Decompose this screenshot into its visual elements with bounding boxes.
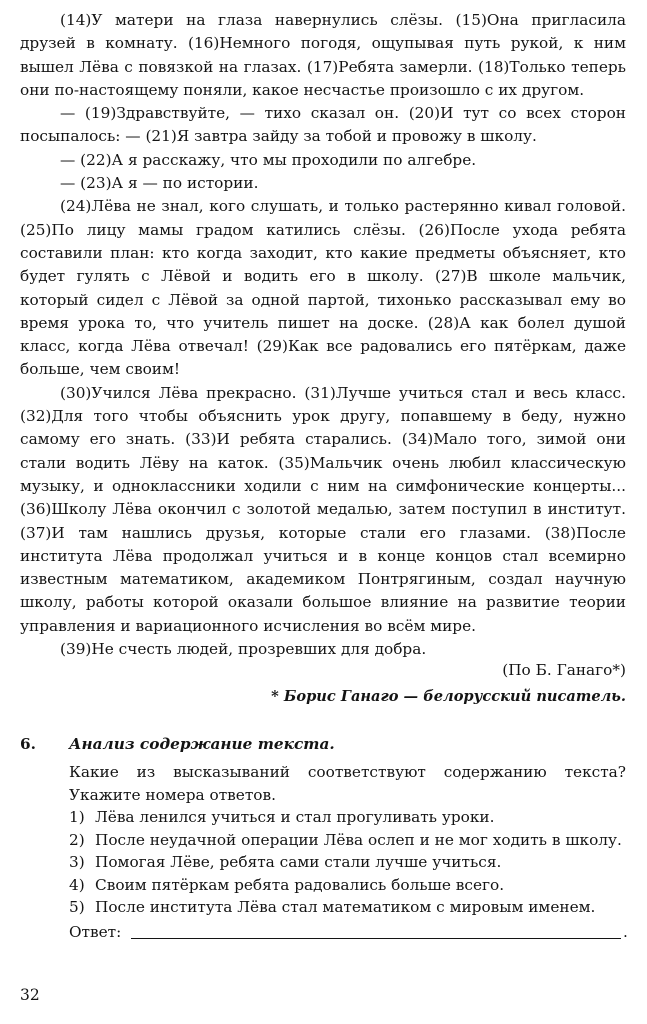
answer-option <box>69 896 626 919</box>
task-header <box>20 733 626 755</box>
option-number: 4) <box>69 875 85 894</box>
paragraph: — (23)А я — по истории. <box>60 174 259 193</box>
option-number: 1) <box>69 808 85 826</box>
task-body <box>69 761 626 945</box>
task-title: Анализ содержание текста. <box>69 735 335 753</box>
answer-end-dot: . <box>623 922 628 941</box>
paragraph: (24)Лёва не знал, кого слушать, и только растерянно кивал головой. (25)По лицу мамы градом катились слёзы. (26)После ухода ребята составили план: кто когда заходит, кто какие предметы объясняет, кто будет гулять с Лёвой и водить его в школу. (27)В школе мальчик, который сидел с Лёвой за одной партой, тихонько рассказывал ему во время урока то, что учитель пишет на доске. (28)А как болел душой класс, когда Лёва отвечал! (29)Как все радовались его пятёркам, даже больше, чем своим! <box>20 197 626 379</box>
answer-option <box>69 829 626 852</box>
task-instruction: Какие из высказываний соответствуют содержанию текста? Укажите номера ответов. <box>69 763 626 804</box>
paragraph: (30)Учился Лёва прекрасно. (31)Лучше учиться стал и весь класс. (32)Для того чтобы объяснить урок другу, попавшему в беду, нужно самому его знать. (33)И ребята старались. (34)Мало того, зимой они стали водить Лёву на каток. (35)Мальчик очень любил классическую музыку, и одноклассники ходили с ним на симфонические концерты... (36)Школу Лёва окончил с золотой медалью, затем поступил в институт. (37)И там нашлись друзья, которые стали его глазами. (38)После института Лёва продолжал учиться и в конце концов стал всемирно известным математиком, академиком Понтрягиным, создал научную школу, работы которой оказали большое влияние на развитие теории управления и вариационного исчисления во всём мире. <box>20 383 626 635</box>
option-text: После неудачной операции Лёва ослеп и не мог ходить в школу. <box>95 830 622 849</box>
option-number: 5) <box>69 898 85 916</box>
answer-options <box>69 806 626 919</box>
option-text: Своим пятёркам ребята радовались больше всего. <box>95 875 505 894</box>
answer-option <box>69 874 626 897</box>
story-text <box>20 9 626 661</box>
answer-blank-line[interactable] <box>131 938 621 939</box>
author-footnote: * Борис Ганаго — белорусский писатель. <box>271 688 626 705</box>
paragraph: — (22)А я расскажу, что мы проходили по алгебре. <box>60 150 477 169</box>
paragraph: — (19)Здравствуйте, — тихо сказал он. (20)И тут со всех сторон посыпалось: — (21)Я завтра зайду за тобой и провожу в школу. <box>20 104 626 146</box>
option-text: Помогая Лёве, ребята сами стали лучше учиться. <box>95 853 502 871</box>
option-text: После института Лёва стал математиком с мировым именем. <box>95 898 596 916</box>
paragraph: (14)У матери на глаза навернулись слёзы. (15)Она пригласила друзей в комнату. (16)Немного погодя, ощупывая путь рукой, к ним вышел Лёва с повязкой на глазах. (17)Ребята замерли. (18)Только теперь они по-настоящему поняли, какое несчастье произошло с их другом. <box>20 11 626 99</box>
option-number: 2) <box>69 830 85 849</box>
option-text: Лёва ленился учиться и стал прогуливать уроки. <box>95 808 495 826</box>
answer-option <box>69 806 626 829</box>
source-attribution: (По Б. Ганаго*) <box>502 661 626 679</box>
answer-label: Ответ: <box>69 922 122 941</box>
answer-row <box>69 921 626 945</box>
paragraph: (39)Не счесть людей, прозревших для добра. <box>60 640 427 659</box>
page-number: 32 <box>20 986 40 1004</box>
option-number: 3) <box>69 853 85 871</box>
answer-option <box>69 851 626 874</box>
task-number: 6. <box>20 735 36 753</box>
task-6 <box>20 733 626 945</box>
